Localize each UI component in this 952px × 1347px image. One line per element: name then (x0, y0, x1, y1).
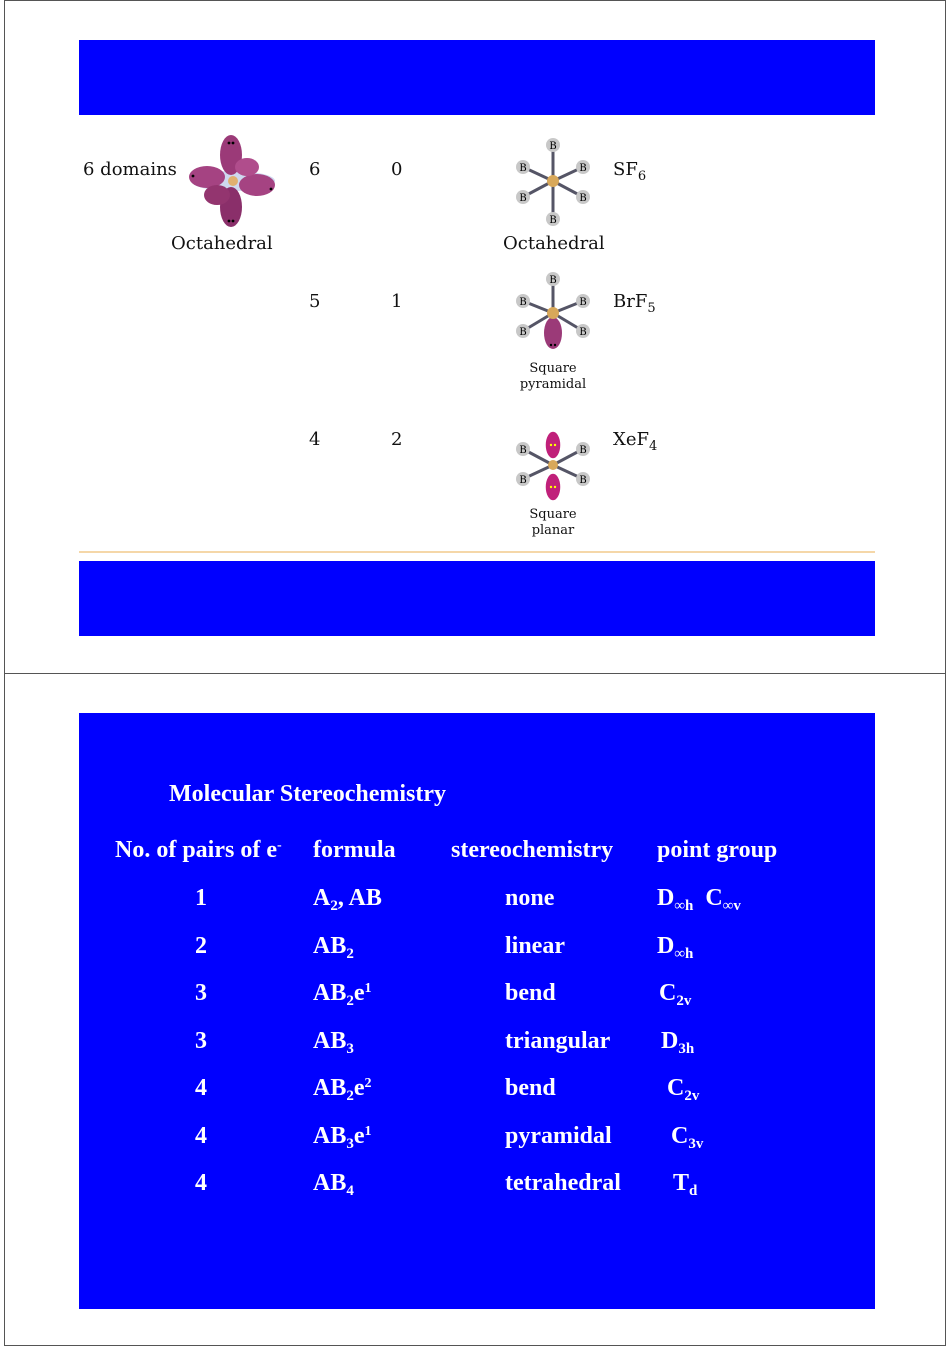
row-point-group: $C_{3v}$ (671, 1122, 704, 1152)
atom-label: B (519, 297, 527, 308)
atom-label: B (579, 327, 587, 338)
row-formula: $AB_2e^2$ (313, 1075, 372, 1104)
row-formula: $AB_3e^1$ (313, 1122, 372, 1152)
row-stereochemistry: linear (505, 932, 565, 959)
atom-label: B (519, 193, 527, 204)
atom-label: B (519, 327, 527, 338)
divider-line (79, 551, 875, 553)
stereochemistry-slide (79, 713, 875, 1309)
row-point-group: $C_{2v}$ (667, 1075, 700, 1104)
formula-brf5: BrF$_5$ (613, 291, 656, 316)
atom-label: B (549, 215, 557, 226)
row-pair-count: 4 (195, 1122, 207, 1149)
atom-label: B (519, 163, 527, 174)
row-formula: $A_2$, AB (313, 885, 382, 914)
atom-label: B (519, 445, 527, 456)
header-pairs: No. of pairs of e- (115, 837, 282, 863)
header-formula: formula (313, 837, 396, 863)
top-blue-band (79, 40, 875, 115)
header-stereochemistry: stereochemistry (451, 837, 614, 863)
row-stereochemistry: bend (505, 980, 556, 1006)
row-stereochemistry: triangular (505, 1027, 611, 1054)
atom-label: B (549, 275, 557, 286)
domains-label: 6 domains (83, 159, 177, 180)
row-point-group: $T_d$ (673, 1170, 698, 1199)
atom-label: B (549, 141, 557, 152)
row-stereochemistry: bend (505, 1075, 556, 1101)
octahedral-geometry-label: Octahedral (503, 233, 605, 254)
row-formula: $AB_2$ (313, 932, 354, 962)
atom-label: B (519, 475, 527, 486)
row-pair-count: 4 (195, 1170, 207, 1196)
atom-label: B (579, 163, 587, 174)
formula-xef4: XeF$_4$ (613, 429, 658, 454)
lone-pair-count-3: 2 (391, 429, 403, 450)
row-formula: $AB_3$ (313, 1027, 354, 1057)
row-point-group: $D_{3h}$ (661, 1027, 695, 1057)
formula-sf6: $SF_6$ (613, 159, 647, 184)
row-stereochemistry: tetrahedral (505, 1170, 621, 1196)
slide-title: Molecular Stereochemistry (169, 781, 447, 807)
page-2 (4, 673, 946, 1346)
bonding-count-2: 5 (309, 291, 321, 312)
atom-label: B (579, 193, 587, 204)
row-stereochemistry: pyramidal (505, 1122, 612, 1149)
bonding-count-1: 6 (309, 159, 321, 180)
page-1 (4, 0, 946, 674)
atom-label: B (579, 297, 587, 308)
octahedral-molecule (511, 133, 595, 229)
row-pair-count: 3 (195, 980, 207, 1006)
atom-label: B (579, 475, 587, 486)
square-planar-molecule (511, 425, 595, 505)
row-pair-count: 2 (195, 932, 207, 959)
row-formula: $AB_2e^1$ (313, 980, 372, 1009)
row-point-group: $D_{\infty h}$ $C_{\infty v}$ (657, 885, 741, 914)
bottom-blue-band (79, 561, 875, 636)
row-point-group: $D_{\infty h}$ (657, 932, 694, 962)
row-formula: $AB_4$ (313, 1170, 354, 1199)
lone-pair-count-1: 0 (391, 159, 403, 180)
header-point-group: point group (657, 837, 778, 863)
row-pair-count: 3 (195, 1027, 207, 1054)
bonding-count-3: 4 (309, 429, 321, 450)
domains-geometry-label: Octahedral (171, 233, 273, 254)
square-planar-label: Square planar (529, 507, 577, 538)
square-pyramidal-label: Square pyramidal (519, 361, 587, 392)
lone-pair-count-2: 1 (391, 291, 403, 312)
row-point-group: $C_{2v}$ (659, 980, 692, 1009)
octahedral-domain-model (183, 131, 283, 231)
row-pair-count: 1 (195, 885, 207, 911)
row-pair-count: 4 (195, 1075, 207, 1101)
square-pyramidal-molecule (511, 269, 595, 357)
row-stereochemistry: none (505, 885, 555, 911)
atom-label: B (579, 445, 587, 456)
